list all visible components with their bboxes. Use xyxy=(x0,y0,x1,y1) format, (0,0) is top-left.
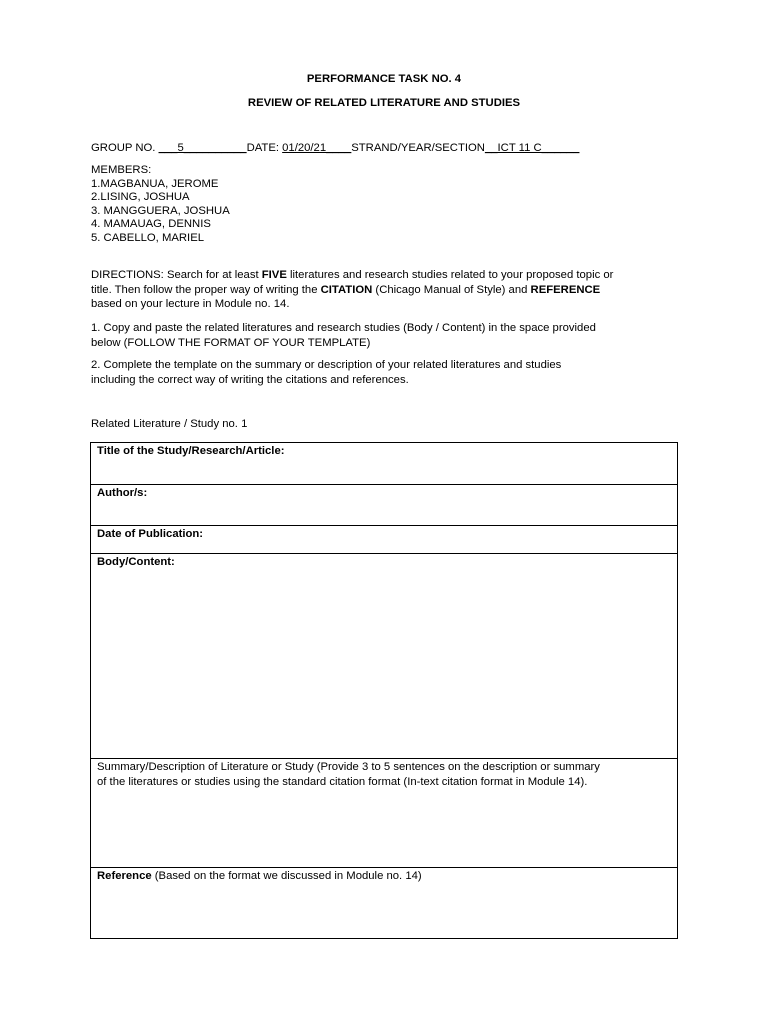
members-block xyxy=(91,164,230,245)
form-row-date xyxy=(91,526,678,554)
member-item: 5. CABELLO, MARIEL xyxy=(91,231,205,244)
info-line xyxy=(91,142,579,154)
group-label: GROUP NO. xyxy=(91,142,159,154)
directions-emphasis: REFERENCE xyxy=(530,283,601,296)
group-value: ___5__________ xyxy=(158,142,247,154)
summary-field[interactable] xyxy=(91,759,678,868)
date-value: 01/20/21____ xyxy=(282,142,352,154)
member-item: 4. MAMAUAG, DENNIS xyxy=(91,218,211,230)
summary-label: Summary/Description of Literature or Study (Provide 3 to 5 sentences on the description or summary xyxy=(97,761,600,773)
instruction-text: 1. Copy and paste the related literatures and research studies (Body / Content) in the space provided xyxy=(91,322,596,334)
publication-date-field[interactable]: Date of Publication: xyxy=(91,526,678,554)
form-row-summary xyxy=(91,759,678,868)
instruction-item-1 xyxy=(91,321,681,350)
directions-text: DIRECTIONS: Search for at least xyxy=(91,269,262,281)
directions-text: literatures and research studies related to your proposed topic or xyxy=(286,269,614,281)
date-label: DATE: xyxy=(246,142,283,154)
document-subtitle: REVIEW OF RELATED LITERATURE AND STUDIES xyxy=(247,97,521,109)
title-field[interactable]: Title of the Study/Research/Article: xyxy=(91,443,678,485)
section-label: Related Literature / Study no. 1 xyxy=(91,418,248,430)
instruction-text: including the correct way of writing the citations and references. xyxy=(91,373,409,386)
form-row-reference xyxy=(91,868,678,939)
body-content-field[interactable]: Body/Content: xyxy=(91,554,678,759)
form-row-author xyxy=(91,485,678,526)
reference-hint: (Based on the format we discussed in Module no. 14) xyxy=(151,870,422,882)
members-label: MEMBERS: xyxy=(91,164,152,176)
task-title: PERFORMANCE TASK NO. 4 xyxy=(306,73,462,85)
directions-text: title. Then follow the proper way of writing the xyxy=(91,283,321,296)
instruction-item-2 xyxy=(91,358,681,387)
member-item: 1.MAGBANUA, JEROME xyxy=(91,177,219,190)
directions-emphasis: FIVE xyxy=(261,269,287,281)
instruction-text: 2. Complete the template on the summary or description of your related literatures and studies xyxy=(91,359,562,371)
member-item: 2.LISING, JOSHUA xyxy=(91,191,190,203)
form-row-body xyxy=(91,554,678,759)
directions-text: (Chicago Manual of Style) and xyxy=(372,283,531,296)
instruction-text: below (FOLLOW THE FORMAT OF YOUR TEMPLATE) xyxy=(91,336,371,349)
strand-value: __ICT 11 C______ xyxy=(484,142,580,154)
summary-label: of the literatures or studies using the standard citation format (In-text citation format in Module 14). xyxy=(97,775,588,788)
directions-emphasis: CITATION xyxy=(320,283,373,296)
member-item: 3. MANGGUERA, JOSHUA xyxy=(91,204,230,217)
directions-paragraph xyxy=(91,268,681,312)
reference-field[interactable] xyxy=(91,868,678,939)
form-row-title xyxy=(91,443,678,485)
strand-label: STRAND/YEAR/SECTION xyxy=(351,142,485,154)
directions-text: based on your lecture in Module no. 14. xyxy=(91,298,290,310)
reference-label: Reference xyxy=(97,870,152,882)
literature-form-table xyxy=(90,442,678,939)
author-field[interactable]: Author/s: xyxy=(91,485,678,526)
